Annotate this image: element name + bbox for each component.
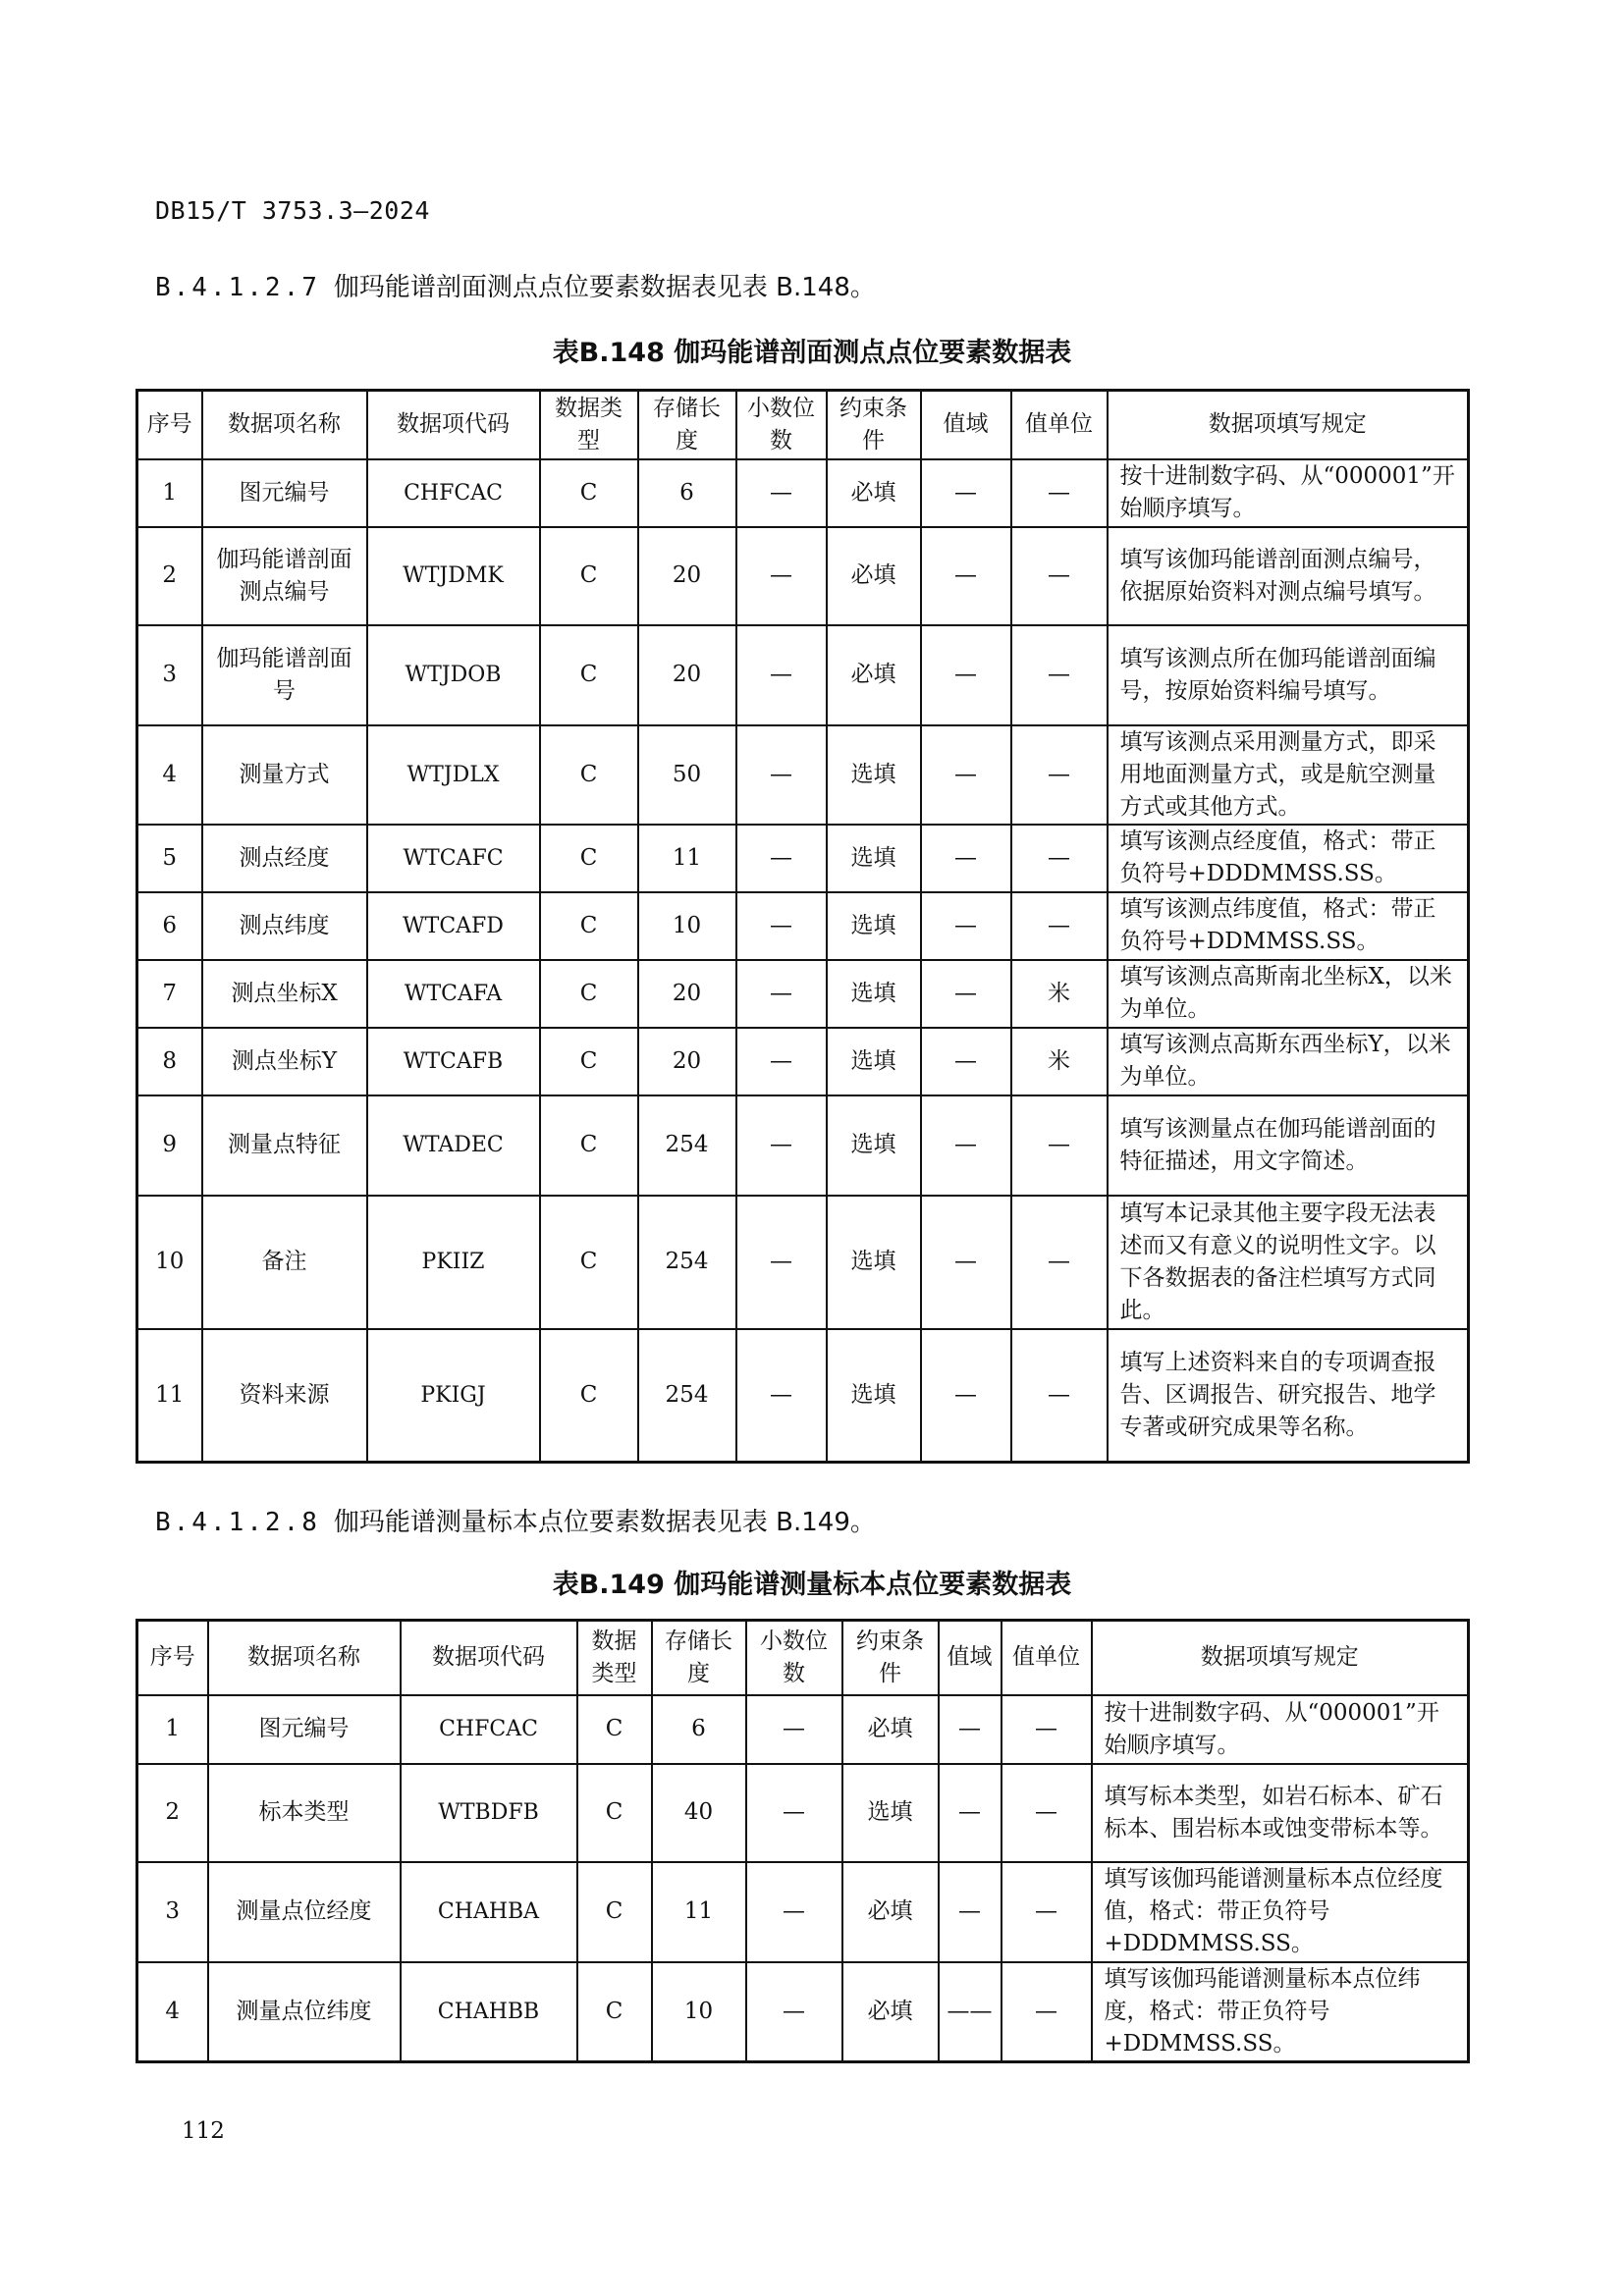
cell-constraint: 选填 bbox=[842, 1764, 939, 1862]
cell-decimals: — bbox=[736, 1028, 827, 1095]
header-constraint: 约束条件 bbox=[827, 391, 921, 459]
header-data-type: 数据类型 bbox=[540, 391, 638, 459]
cell-value-unit: — bbox=[1001, 1764, 1092, 1862]
header-field-code: 数据项代码 bbox=[367, 391, 540, 459]
cell-fill-rule: 填写该测点纬度值，格式：带正负符号+DDMMSS.SS。 bbox=[1108, 892, 1469, 960]
table-row bbox=[137, 527, 1469, 625]
header-seq: 序号 bbox=[137, 391, 202, 459]
cell-value-unit: — bbox=[1011, 1196, 1108, 1329]
cell-data-type: C bbox=[577, 1764, 652, 1862]
cell-decimals: — bbox=[736, 1196, 827, 1329]
cell-seq: 3 bbox=[137, 625, 202, 725]
cell-data-type: C bbox=[540, 892, 638, 960]
header-storage-length: 存储长度 bbox=[638, 391, 736, 459]
cell-field-code: CHAHBA bbox=[401, 1862, 577, 1962]
cell-fill-rule: 填写上述资料来自的专项调查报告、区调报告、研究报告、地学专著或研究成果等名称。 bbox=[1108, 1329, 1469, 1463]
cell-field-name: 测点坐标Y bbox=[202, 1028, 367, 1095]
header-decimals: 小数位数 bbox=[736, 391, 827, 459]
table-row bbox=[137, 825, 1469, 892]
cell-fill-rule: 填写该测量点在伽玛能谱剖面的特征描述，用文字简述。 bbox=[1108, 1095, 1469, 1196]
cell-storage-length: 254 bbox=[638, 1329, 736, 1463]
cell-storage-length: 40 bbox=[652, 1764, 746, 1862]
cell-value-range: — bbox=[939, 1695, 1001, 1764]
cell-field-code: WTCAFC bbox=[367, 825, 540, 892]
cell-seq: 10 bbox=[137, 1196, 202, 1329]
section-heading-b41228 bbox=[155, 1502, 876, 1538]
cell-storage-length: 20 bbox=[638, 1028, 736, 1095]
section-heading-b41227 bbox=[155, 267, 876, 303]
cell-constraint: 选填 bbox=[827, 825, 921, 892]
cell-decimals: — bbox=[746, 1695, 842, 1764]
table-row bbox=[137, 1695, 1469, 1764]
cell-data-type: C bbox=[540, 459, 638, 527]
header-value-unit: 值单位 bbox=[1001, 1621, 1092, 1695]
table-b149 bbox=[135, 1619, 1470, 2063]
cell-seq: 9 bbox=[137, 1095, 202, 1196]
cell-field-code: WTJDOB bbox=[367, 625, 540, 725]
cell-constraint: 必填 bbox=[827, 527, 921, 625]
cell-decimals: — bbox=[736, 1329, 827, 1463]
cell-fill-rule: 填写该伽玛能谱测量标本点位纬度，格式：带正负符号+DDMMSS.SS。 bbox=[1092, 1962, 1469, 2062]
cell-storage-length: 254 bbox=[638, 1095, 736, 1196]
cell-data-type: C bbox=[540, 625, 638, 725]
cell-value-range: — bbox=[921, 1329, 1011, 1463]
cell-value-unit: — bbox=[1001, 1862, 1092, 1962]
table-row bbox=[137, 1764, 1469, 1862]
header-value-range: 值域 bbox=[921, 391, 1011, 459]
cell-field-code: PKIGJ bbox=[367, 1329, 540, 1463]
cell-seq: 8 bbox=[137, 1028, 202, 1095]
cell-constraint: 必填 bbox=[842, 1862, 939, 1962]
cell-constraint: 必填 bbox=[827, 459, 921, 527]
cell-field-name: 备注 bbox=[202, 1196, 367, 1329]
cell-field-code: CHAHBB bbox=[401, 1962, 577, 2062]
cell-seq: 3 bbox=[137, 1862, 208, 1962]
cell-seq: 4 bbox=[137, 725, 202, 825]
cell-decimals: — bbox=[736, 527, 827, 625]
table-row bbox=[137, 1095, 1469, 1196]
cell-value-range: — bbox=[939, 1862, 1001, 1962]
cell-storage-length: 254 bbox=[638, 1196, 736, 1329]
cell-constraint: 选填 bbox=[827, 1329, 921, 1463]
cell-constraint: 选填 bbox=[827, 892, 921, 960]
cell-value-unit: — bbox=[1011, 892, 1108, 960]
cell-field-name: 资料来源 bbox=[202, 1329, 367, 1463]
cell-field-name: 测点纬度 bbox=[202, 892, 367, 960]
cell-storage-length: 10 bbox=[638, 892, 736, 960]
cell-data-type: C bbox=[540, 825, 638, 892]
cell-value-unit: — bbox=[1001, 1695, 1092, 1764]
cell-value-unit: — bbox=[1011, 725, 1108, 825]
table-row bbox=[137, 725, 1469, 825]
table-row bbox=[137, 1962, 1469, 2062]
document-code: DB15/T 3753.3—2024 bbox=[155, 196, 430, 225]
cell-seq: 7 bbox=[137, 960, 202, 1028]
table-row bbox=[137, 1196, 1469, 1329]
cell-value-range: — bbox=[921, 625, 1011, 725]
cell-decimals: — bbox=[736, 1095, 827, 1196]
cell-decimals: — bbox=[736, 625, 827, 725]
table-header-row bbox=[137, 391, 1469, 459]
cell-value-unit: 米 bbox=[1011, 1028, 1108, 1095]
cell-decimals: — bbox=[736, 725, 827, 825]
header-field-code: 数据项代码 bbox=[401, 1621, 577, 1695]
cell-field-name: 伽玛能谱剖面测点编号 bbox=[202, 527, 367, 625]
cell-value-unit: — bbox=[1011, 1095, 1108, 1196]
section-number: B.4.1.2.7 bbox=[155, 273, 320, 302]
cell-seq: 2 bbox=[137, 1764, 208, 1862]
cell-value-range: — bbox=[921, 1028, 1011, 1095]
cell-field-code: WTBDFB bbox=[401, 1764, 577, 1862]
cell-field-name: 测点经度 bbox=[202, 825, 367, 892]
page-number: 112 bbox=[182, 2118, 225, 2144]
cell-constraint: 选填 bbox=[827, 1028, 921, 1095]
section-number: B.4.1.2.8 bbox=[155, 1508, 320, 1537]
cell-storage-length: 11 bbox=[652, 1862, 746, 1962]
cell-decimals: — bbox=[736, 825, 827, 892]
cell-seq: 2 bbox=[137, 527, 202, 625]
table-header-row bbox=[137, 1621, 1469, 1695]
cell-field-name: 图元编号 bbox=[202, 459, 367, 527]
cell-field-code: CHFCAC bbox=[401, 1695, 577, 1764]
cell-storage-length: 6 bbox=[638, 459, 736, 527]
cell-value-unit: — bbox=[1011, 459, 1108, 527]
cell-fill-rule: 填写标本类型，如岩石标本、矿石标本、围岩标本或蚀变带标本等。 bbox=[1092, 1764, 1469, 1862]
header-fill-rule: 数据项填写规定 bbox=[1092, 1621, 1469, 1695]
cell-constraint: 必填 bbox=[827, 625, 921, 725]
cell-field-code: CHFCAC bbox=[367, 459, 540, 527]
cell-value-range: — bbox=[939, 1764, 1001, 1862]
cell-constraint: 选填 bbox=[827, 725, 921, 825]
cell-value-unit: 米 bbox=[1011, 960, 1108, 1028]
header-value-unit: 值单位 bbox=[1011, 391, 1108, 459]
cell-seq: 1 bbox=[137, 1695, 208, 1764]
cell-field-code: WTADEC bbox=[367, 1095, 540, 1196]
cell-field-name: 图元编号 bbox=[208, 1695, 401, 1764]
header-constraint: 约束条件 bbox=[842, 1621, 939, 1695]
cell-field-code: WTJDMK bbox=[367, 527, 540, 625]
cell-field-code: WTJDLX bbox=[367, 725, 540, 825]
header-field-name: 数据项名称 bbox=[202, 391, 367, 459]
cell-field-code: WTCAFD bbox=[367, 892, 540, 960]
cell-value-range: — bbox=[921, 1095, 1011, 1196]
header-storage-length: 存储长度 bbox=[652, 1621, 746, 1695]
table-b148 bbox=[135, 389, 1470, 1464]
header-value-range: 值域 bbox=[939, 1621, 1001, 1695]
cell-fill-rule: 填写该伽玛能谱剖面测点编号，依据原始资料对测点编号填写。 bbox=[1108, 527, 1469, 625]
cell-value-unit: — bbox=[1011, 625, 1108, 725]
cell-data-type: C bbox=[540, 725, 638, 825]
header-field-name: 数据项名称 bbox=[208, 1621, 401, 1695]
cell-fill-rule: 按十进制数字码、从“000001”开始顺序填写。 bbox=[1092, 1695, 1469, 1764]
cell-field-name: 伽玛能谱剖面号 bbox=[202, 625, 367, 725]
cell-fill-rule: 填写该测点高斯南北坐标X，以米为单位。 bbox=[1108, 960, 1469, 1028]
cell-data-type: C bbox=[540, 1095, 638, 1196]
table-caption-b148: 表B.148 伽玛能谱剖面测点点位要素数据表 bbox=[552, 338, 1072, 368]
table-row bbox=[137, 892, 1469, 960]
table-caption-b149: 表B.149 伽玛能谱测量标本点位要素数据表 bbox=[552, 1570, 1072, 1600]
cell-fill-rule: 填写该测点采用测量方式，即采用地面测量方式，或是航空测量方式或其他方式。 bbox=[1108, 725, 1469, 825]
header-seq: 序号 bbox=[137, 1621, 208, 1695]
cell-data-type: C bbox=[540, 1329, 638, 1463]
cell-storage-length: 20 bbox=[638, 527, 736, 625]
cell-fill-rule: 填写该测点所在伽玛能谱剖面编号，按原始资料编号填写。 bbox=[1108, 625, 1469, 725]
cell-field-name: 标本类型 bbox=[208, 1764, 401, 1862]
cell-field-name: 测量方式 bbox=[202, 725, 367, 825]
cell-storage-length: 20 bbox=[638, 960, 736, 1028]
cell-fill-rule: 按十进制数字码、从“000001”开始顺序填写。 bbox=[1108, 459, 1469, 527]
cell-value-unit: — bbox=[1011, 1329, 1108, 1463]
cell-fill-rule: 填写该测点经度值，格式：带正负符号+DDDMMSS.SS。 bbox=[1108, 825, 1469, 892]
cell-storage-length: 11 bbox=[638, 825, 736, 892]
cell-seq: 4 bbox=[137, 1962, 208, 2062]
table-row bbox=[137, 960, 1469, 1028]
cell-decimals: — bbox=[746, 1764, 842, 1862]
cell-value-unit: — bbox=[1011, 825, 1108, 892]
cell-seq: 6 bbox=[137, 892, 202, 960]
header-fill-rule: 数据项填写规定 bbox=[1108, 391, 1469, 459]
cell-value-range: — bbox=[921, 527, 1011, 625]
table-row bbox=[137, 1862, 1469, 1962]
cell-storage-length: 20 bbox=[638, 625, 736, 725]
cell-data-type: C bbox=[540, 1028, 638, 1095]
cell-fill-rule: 填写该伽玛能谱测量标本点位经度值，格式：带正负符号+DDDMMSS.SS。 bbox=[1092, 1862, 1469, 1962]
cell-data-type: C bbox=[540, 527, 638, 625]
cell-value-unit: — bbox=[1001, 1962, 1092, 2062]
cell-constraint: 必填 bbox=[842, 1962, 939, 2062]
cell-fill-rule: 填写本记录其他主要字段无法表述而又有意义的说明性文字。以下各数据表的备注栏填写方式同此。 bbox=[1108, 1196, 1469, 1329]
cell-storage-length: 50 bbox=[638, 725, 736, 825]
table-row bbox=[137, 1329, 1469, 1463]
cell-data-type: C bbox=[540, 1196, 638, 1329]
cell-decimals: — bbox=[736, 960, 827, 1028]
cell-storage-length: 10 bbox=[652, 1962, 746, 2062]
header-decimals: 小数位数 bbox=[746, 1621, 842, 1695]
cell-constraint: 选填 bbox=[827, 1196, 921, 1329]
cell-field-name: 测量点特征 bbox=[202, 1095, 367, 1196]
cell-field-code: PKIIZ bbox=[367, 1196, 540, 1329]
cell-field-name: 测量点位纬度 bbox=[208, 1962, 401, 2062]
cell-constraint: 选填 bbox=[827, 960, 921, 1028]
cell-value-range: — bbox=[921, 725, 1011, 825]
section-text: 伽玛能谱测量标本点位要素数据表见表 B.149。 bbox=[333, 1508, 876, 1537]
cell-value-range: — bbox=[921, 1196, 1011, 1329]
cell-value-range: — bbox=[921, 825, 1011, 892]
cell-storage-length: 6 bbox=[652, 1695, 746, 1764]
cell-fill-rule: 填写该测点高斯东西坐标Y，以米为单位。 bbox=[1108, 1028, 1469, 1095]
cell-data-type: C bbox=[540, 960, 638, 1028]
cell-constraint: 选填 bbox=[827, 1095, 921, 1196]
cell-value-range: —— bbox=[939, 1962, 1001, 2062]
cell-value-unit: — bbox=[1011, 527, 1108, 625]
header-data-type: 数据类型 bbox=[577, 1621, 652, 1695]
cell-decimals: — bbox=[736, 459, 827, 527]
cell-seq: 5 bbox=[137, 825, 202, 892]
cell-data-type: C bbox=[577, 1862, 652, 1962]
cell-field-code: WTCAFB bbox=[367, 1028, 540, 1095]
cell-data-type: C bbox=[577, 1695, 652, 1764]
cell-field-name: 测点坐标X bbox=[202, 960, 367, 1028]
table-row bbox=[137, 1028, 1469, 1095]
table-row bbox=[137, 625, 1469, 725]
table-row bbox=[137, 459, 1469, 527]
cell-field-name: 测量点位经度 bbox=[208, 1862, 401, 1962]
cell-value-range: — bbox=[921, 892, 1011, 960]
cell-value-range: — bbox=[921, 960, 1011, 1028]
cell-value-range: — bbox=[921, 459, 1011, 527]
cell-seq: 11 bbox=[137, 1329, 202, 1463]
cell-decimals: — bbox=[746, 1862, 842, 1962]
cell-field-code: WTCAFA bbox=[367, 960, 540, 1028]
cell-constraint: 必填 bbox=[842, 1695, 939, 1764]
cell-decimals: — bbox=[746, 1962, 842, 2062]
cell-decimals: — bbox=[736, 892, 827, 960]
section-text: 伽玛能谱剖面测点点位要素数据表见表 B.148。 bbox=[333, 273, 876, 302]
cell-data-type: C bbox=[577, 1962, 652, 2062]
cell-seq: 1 bbox=[137, 459, 202, 527]
